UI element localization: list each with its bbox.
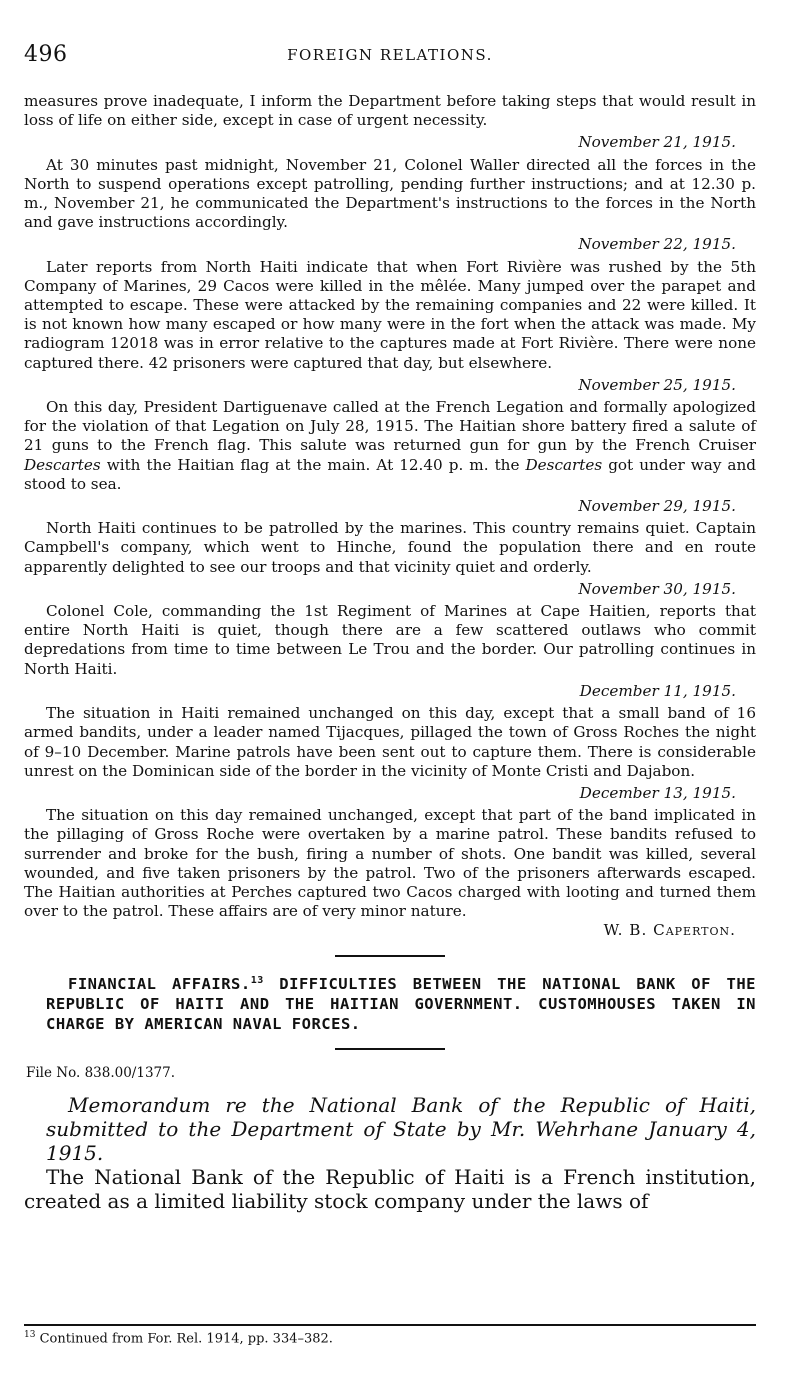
paragraph: The National Bank of the Republic of Haiti is a French institution, created as a limited liability stock company under the laws of bbox=[24, 1164, 756, 1213]
ship-name: Descartes bbox=[525, 455, 603, 474]
dateline: November 22, 1915. bbox=[578, 235, 736, 254]
dateline: December 11, 1915. bbox=[579, 681, 736, 700]
paragraph-text: got under way and stood to sea. bbox=[24, 455, 756, 493]
paragraph-continuation: measures prove inadequate, I inform the Department before taking steps that would result in loss of life on either side, except in case of urgent necessity. bbox=[24, 92, 756, 130]
memorandum-title: Memorandum re the National Bank of the Republic of Haiti, submitted to the Department of State by Mr. Wehrhane January 4, 1915. bbox=[46, 1092, 756, 1165]
signature: W. B. Caperton. bbox=[603, 921, 736, 940]
paragraph: Colonel Cole, commanding the 1st Regiment of Marines at Cape Haitien, reports that entire North Haiti is quiet, though there are a few scattered outlaws who commit depredations from time to time between Le Trou and the border. Our patrolling continues in North Haiti. bbox=[24, 602, 756, 678]
paragraph-text: with the Haitian flag at the main. At 12.40 p. m. the bbox=[100, 455, 526, 474]
footnote-mark: 13 bbox=[24, 1330, 36, 1340]
section-divider bbox=[335, 1048, 445, 1050]
section-divider bbox=[335, 955, 445, 957]
footnote-reference: 13 bbox=[250, 974, 264, 986]
paragraph-text: On this day, President Dartiguenave called at the French Legation and formally apologized for the violation of that Legation on July 28, 1915. The Haitian shore battery fired a salute of 21 guns to the French flag. This salute was returned gun for gun by the French Cruiser bbox=[24, 398, 756, 455]
page-header bbox=[24, 42, 756, 72]
paragraph: Later reports from North Haiti indicate that when Fort Rivière was rushed by the 5th Company of Marines, 29 Cacos were killed in the mêlée. Many jumped over the parapet and attempted to escape. These were attacked by the remaining companies and 22 were killed. It is not known how many escaped or how many were in the fort when the attack was made. My radiogram 12018 was in error relative to the captures made at Fort Rivière. There were none captured there. 42 prisoners were captured that day, but elsewhere. bbox=[24, 257, 756, 372]
paragraph bbox=[24, 398, 756, 494]
section-heading-rest: DIFFICULTIES BETWEEN THE NATIONAL BANK OF THE REPUBLIC OF HAITI AND THE HAITIAN GOVERNMENT. CUSTOMHOUSES TAKEN IN CHARGE BY AMERICAN NAVAL FORCES. bbox=[46, 974, 756, 1033]
ship-name: Descartes bbox=[24, 455, 101, 474]
running-head: FOREIGN RELATIONS. bbox=[287, 46, 493, 64]
paragraph: The situation in Haiti remained unchanged on this day, except that a small band of 16 armed bandits, under a leader named Tijacques, pillaged the town of Gross Roches the night of 9–10 December. Marine patrols have been sent out to capture them. There is considerable unrest on the Dominican side of the border in the vicinity of Monte Cristi and Dajabon. bbox=[24, 704, 756, 780]
dateline: November 30, 1915. bbox=[578, 579, 736, 598]
dateline: November 21, 1915. bbox=[578, 133, 736, 152]
section-heading bbox=[24, 971, 756, 1034]
paragraph: At 30 minutes past midnight, November 21, Colonel Waller directed all the forces in the North to suspend operations except patrolling, pending further instructions; and at 12.30 p. m., November 21, he communicated the Department's instructions to the forces in the North and gave instructions accordingly. bbox=[24, 155, 756, 232]
section-heading-lead: FINANCIAL AFFAIRS. bbox=[68, 974, 251, 993]
paragraph: The situation on this day remained unchanged, except that part of the band implicated in the pillaging of Gross Roche were overtaken by a marine patrol. These bandits refused to surrender and broke for the bush, firing a number of shots. One bandit was killed, several wounded, and five taken prisoners by the patrol. Two of the prisoners afterwards escaped. The Haitian authorities at Perches captured two Cacos charged with looting and turned them over to the patrol. These affairs are of very minor nature. bbox=[24, 806, 756, 921]
dateline: November 25, 1915. bbox=[578, 375, 736, 394]
dateline: November 29, 1915. bbox=[578, 497, 736, 516]
footnote bbox=[24, 1324, 756, 1346]
dateline: December 13, 1915. bbox=[579, 783, 736, 802]
page-number: 496 bbox=[24, 42, 68, 67]
paragraph: North Haiti continues to be patrolled by the marines. This country remains quiet. Captain Campbell's company, which went to Hinche, found the population there and en route apparently delighted to see our troops and that vicinity quiet and orderly. bbox=[24, 519, 756, 576]
body-text bbox=[24, 92, 756, 1213]
file-number: File No. 838.00/1377. bbox=[26, 1064, 176, 1081]
footnote-text: Continued from For. Rel. 1914, pp. 334–382. bbox=[39, 1331, 333, 1347]
